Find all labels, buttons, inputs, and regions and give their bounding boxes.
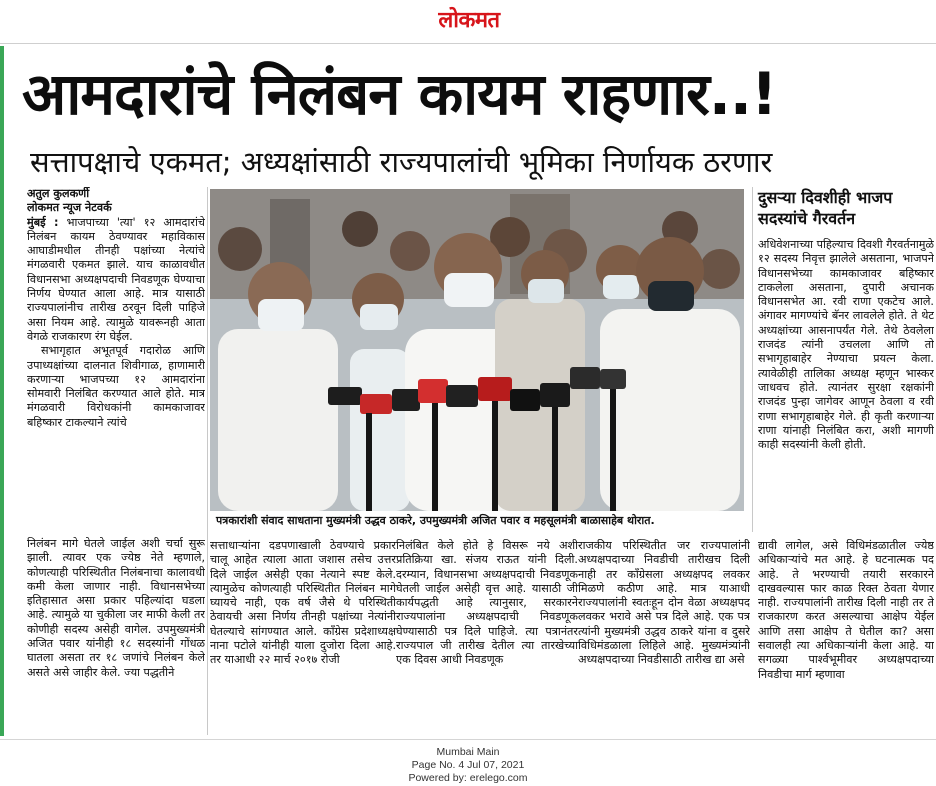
- photo-caption: पत्रकारांशी संवाद साधताना मुख्यमंत्री उद्धव ठाकरे, उपमुख्यमंत्री अजित पवार व महसूलमंत्री बाळासाहेब थोरात.: [216, 514, 655, 527]
- newspaper-logo: लोकमत: [438, 8, 500, 33]
- dateline: मुंबई :: [27, 215, 59, 229]
- article-column-4: [578, 539, 750, 734]
- sidebar-title: दुसऱ्या दिवशीही भाजप सदस्यांचे गैरवर्तन: [758, 188, 893, 228]
- column-4-text: राजकीय परिस्थितीत जर राज्यपालांनी अध्यक्षपदाच्या निवडीची तारीखच दिली नाही तर काँग्रेसला अध्यक्षपद लवकर मिळणे कठीण आहे. मात्र याआधी राज्यपालांनी स्वतःहून दोन वेळा अध्यक्षपद लवकर भरावे असे पत्र दिले आहे. एक पत्र त्यांनी मुख्यमंत्री उद्धव ठाकरे यांना व दुसरे विधिमंडळाला लिहिले आहे. मुख्यमंत्र्यांनी अध्यक्षपदाच्या निवडीसाठी तारीख द्या असे: [578, 539, 750, 667]
- page-edge-rule: [0, 46, 4, 736]
- byline-name: अतुल कुलकर्णी: [27, 187, 90, 200]
- column-divider: [207, 187, 208, 735]
- column-2-text: सत्ताधाऱ्यांना दडपणाखाली ठेवण्याचे प्रकार चालू आहेत त्याला आता जशास तसेच उत्तर दिले जाईल असेही एका नेत्याने स्पष्ट केले. त्यामुळेच कोणत्याही परिस्थितीत निलंबन मागे घ्यायचे नाही, एक वर्ष जैसे थे परिस्थिती ठेवायची असा निर्णय तीनही पक्षांच्या नेत्यांनी घेतल्याचे सांगण्यात आले. काँग्रेस प्रदेशाध्यक्ष नाना पटोले यांनीही याला दुजोरा दिला आहे. तर याआधी २२ मार्च २०१७ रोजी: [210, 539, 396, 667]
- column-1-continued: निलंबन मागे घेतले जाईल अशी चर्चा सुरू झाली. त्यावर एक ज्येष्ठ नेते म्हणाले, कोणत्याही परिस्थितीत निलंबनाचा कालावधी कमी केला जाणार नाही. विधानसभेच्या इतिहासात असा प्रकार पहिल्यांदा घडला आहे. त्यामुळे या चुकीला जर माफी केली तर कोणीही सदस्य असेही वागेल. उपमुख्यमंत्री अजित पवार यांनीही १८ सदस्यांनी गोंधळ घातला असता तर १८ जणांचे निलंबन केले असते असे जाहीर केले. ज्या पद्धतीने: [27, 537, 205, 679]
- footer-edition: Mumbai Main: [436, 746, 500, 758]
- column-3-text: निलंबित केले होते हे विसरू नये अशी प्रतिक्रिया खा. संजय राऊत यांनी दिली. दरम्यान, विधानसभा अध्यक्षपदाची निवडणूक घेतली जाईल असेही वृत्त आहे. यासाठी जी कार्यपद्धती आहे त्यानुसार, सरकारने राज्यपालांना अध्यक्षपदाची निवडणूक घेण्यासाठी पत्र दिले पाहिजे. त्या पत्रानंतर राज्यपाल जी तारीख देतील त्या तारखेच्या एक दिवस आधी निवडणूक: [396, 539, 578, 667]
- article-column-5: [758, 539, 934, 734]
- lead-text: भाजपाच्या 'त्या' १२ आमदारांचे निलंबन कायम ठेवण्यावर महाविकास आघाडीमधील तीनही पक्षांच्या नेत्यांचे मंगळवारी एकमत झाले. याच काळावधीत विधानसभा अध्यक्षपदाची निवडणूक घेण्याचा निर्णय घेण्यात आला आहे. मात्र यासाठी राज्यपालांनीच तारीख ठरवून दिली पाहिजे असा नियम आहे. त्यामुळे यावरूनही आता वेगळे राजकारण रंग घेईल.: [27, 215, 205, 343]
- footer-page-date: Page No. 4 Jul 07, 2021: [411, 759, 525, 771]
- photo-illustration: [210, 189, 744, 511]
- masthead: [0, 0, 936, 44]
- article-subheadline: सत्तापक्षाचे एकमत; अध्यक्षांसाठी राज्यपालांची भूमिका निर्णायक ठरणार: [30, 145, 773, 179]
- epaper-footer: [0, 739, 936, 785]
- column-divider: [752, 187, 753, 532]
- column-5-text: द्यावी लागेल, असे विधिमंडळातील ज्येष्ठ अधिकाऱ्यांचे मत आहे. हे घटनात्मक पद आहे. ते भरण्याची तयारी सरकारने दाखवल्यास फार काळ रिक्त ठेवता येणार नाही. राज्यपालांनी तारीख दिली नाही तर ते राजकारण करत असल्याचा आक्षेप येईल आणि तसा आक्षेप ते घेतील का? असा सवालही त्या अधिकाऱ्यांनी केला आहे. या सगळ्या पार्श्वभूमीवर अध्यक्षपदाच्या निवडीचा मार्ग म्हणावा: [758, 539, 934, 681]
- sidebar-paragraph: अधिवेशनाच्या पहिल्याच दिवशी गैरवर्तनामुळे १२ सदस्य निवृत्त झालेले असताना, भाजपने विधानसभेच्या कामकाजावर बहिष्कार टाकलेला असताना, दुपारी अचानक विधानसभेत आ. रवी राणा एकटेच आले. अंगावर मागण्यांचे बॅनर लावलेले होते. ते थेट अध्यक्षांच्या आसनापर्यंत गेले. तेथे ठेवलेला राजदंड त्यांनी उचलला आणि तो सभागृहाबाहेर नेण्याचा प्रयत्न केला. त्यावेळीही तालिका अध्यक्ष म्हणून भास्कर जाधवच होते. त्यानंतर सुरक्षा रक्षकांनी राजदंड पुन्हा जागेवर आणून ठेवला व रवी राणा सभागृहाबाहेर गेले. ही कृती करणाऱ्या राणा यांनाही निलंबित करा, अशी मागणी काही सदस्यांनी केली होती.: [758, 238, 934, 452]
- article-column-2: [210, 539, 396, 734]
- article-column-3: [396, 539, 578, 734]
- article-headline: आमदारांचे निलंबन कायम राहणार..!: [22, 60, 777, 128]
- paragraph-2: सभागृहात अभूतपूर्व गदारोळ आणि उपाध्यक्षांच्या दालनात शिवीगाळ, हाणामारी करणाऱ्या भाजपच्या १२ आमदारांना सोमवारी निलंबित करण्यात आले होते. मात्र मंगळवारी विरोधकांनी कामकाजावर बहिष्कार टाकल्याने त्यांचे: [27, 344, 205, 429]
- article-column-1-bottom: [27, 537, 205, 734]
- lead-paragraph: [27, 216, 205, 345]
- sidebar-body: [758, 238, 934, 530]
- footer-powered-by: Powered by: erelego.com: [408, 772, 528, 784]
- press-conference-photo: [210, 189, 744, 511]
- byline-agency: लोकमत न्यूज नेटवर्क: [27, 201, 112, 215]
- article-column-1-top: [27, 187, 205, 537]
